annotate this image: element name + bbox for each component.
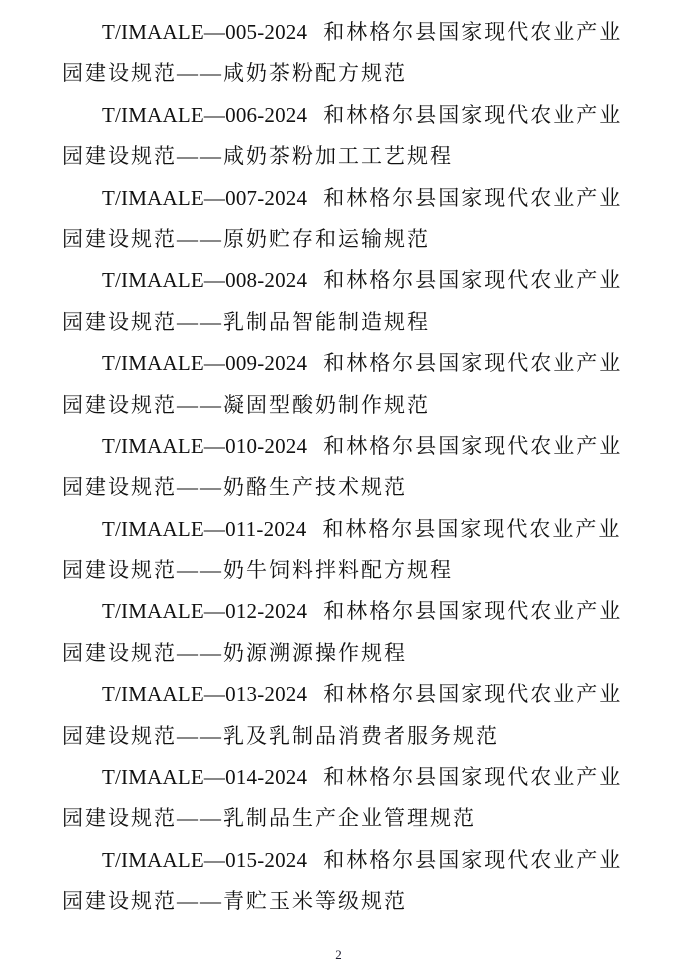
standard-entry-line1 bbox=[62, 12, 622, 53]
standard-entry bbox=[62, 343, 622, 426]
standard-code: T/IMAALE—009-2024 bbox=[102, 351, 308, 376]
standard-name-line2: 园建设规范——奶牛饲料拌料配方规程 bbox=[62, 558, 453, 583]
standard-entry-line1 bbox=[62, 260, 622, 301]
standard-entry-line1 bbox=[62, 343, 622, 384]
standard-entry-line1 bbox=[62, 509, 622, 550]
standard-name-line2: 园建设规范——乳制品生产企业管理规范 bbox=[62, 806, 476, 831]
standard-name-line2: 园建设规范——凝固型酸奶制作规范 bbox=[62, 392, 430, 417]
standard-entry bbox=[62, 95, 622, 178]
standard-entry-line1 bbox=[62, 674, 622, 715]
standard-entry bbox=[62, 426, 622, 509]
standard-name-line2: 园建设规范——原奶贮存和运输规范 bbox=[62, 226, 430, 251]
standard-name-line1: 和林格尔县国家现代农业产业 bbox=[323, 433, 623, 458]
standard-name-line1: 和林格尔县国家现代农业产业 bbox=[323, 599, 623, 624]
standard-code: T/IMAALE—006-2024 bbox=[102, 102, 308, 127]
standard-entry-line1 bbox=[62, 178, 622, 219]
standard-name-line2: 园建设规范——咸奶茶粉配方规范 bbox=[62, 61, 407, 86]
standard-name-line2: 园建设规范——奶酪生产技术规范 bbox=[62, 475, 407, 500]
standard-name-line1: 和林格尔县国家现代农业产业 bbox=[323, 351, 623, 376]
standard-code: T/IMAALE—010-2024 bbox=[102, 433, 308, 458]
standard-entry-line1 bbox=[62, 840, 622, 881]
standard-code: T/IMAALE—014-2024 bbox=[102, 765, 308, 790]
standard-name-line2: 园建设规范——奶源溯源操作规程 bbox=[62, 640, 407, 665]
page-number: 2 bbox=[335, 947, 342, 962]
standard-code: T/IMAALE—011-2024 bbox=[102, 516, 307, 541]
standard-name-line1: 和林格尔县国家现代农业产业 bbox=[323, 847, 623, 872]
standard-code: T/IMAALE—013-2024 bbox=[102, 682, 308, 707]
standard-entry-line1 bbox=[62, 591, 622, 632]
standard-code: T/IMAALE—005-2024 bbox=[102, 20, 308, 44]
standard-code: T/IMAALE—008-2024 bbox=[102, 268, 308, 293]
standard-entry bbox=[62, 674, 622, 757]
standard-entry bbox=[62, 178, 622, 261]
standard-entry bbox=[62, 260, 622, 343]
standard-code: T/IMAALE—007-2024 bbox=[102, 185, 308, 210]
standard-name-line2: 园建设规范——乳制品智能制造规程 bbox=[62, 309, 430, 334]
standard-entry bbox=[62, 12, 622, 95]
standard-name-line2: 园建设规范——乳及乳制品消费者服务规范 bbox=[62, 723, 499, 748]
standard-code: T/IMAALE—015-2024 bbox=[102, 847, 308, 872]
standard-name-line1: 和林格尔县国家现代农业产业 bbox=[322, 516, 622, 541]
standard-entry bbox=[62, 840, 622, 923]
standard-entry-line1 bbox=[62, 426, 622, 467]
standard-entry-line1 bbox=[62, 95, 622, 136]
standards-list bbox=[62, 12, 622, 923]
standard-name-line2: 园建设规范——青贮玉米等级规范 bbox=[62, 889, 407, 914]
standard-name-line1: 和林格尔县国家现代农业产业 bbox=[323, 185, 623, 210]
standard-entry bbox=[62, 757, 622, 840]
standard-name-line1: 和林格尔县国家现代农业产业 bbox=[323, 20, 623, 44]
standard-name-line1: 和林格尔县国家现代农业产业 bbox=[323, 268, 623, 293]
standard-name-line1: 和林格尔县国家现代农业产业 bbox=[323, 765, 623, 790]
standard-code: T/IMAALE—012-2024 bbox=[102, 599, 308, 624]
standard-entry bbox=[62, 591, 622, 674]
standard-entry-line1 bbox=[62, 757, 622, 798]
standard-entry bbox=[62, 509, 622, 592]
standard-name-line1: 和林格尔县国家现代农业产业 bbox=[323, 102, 623, 127]
standard-name-line1: 和林格尔县国家现代农业产业 bbox=[323, 682, 623, 707]
standard-name-line2: 园建设规范——咸奶茶粉加工工艺规程 bbox=[62, 144, 453, 169]
